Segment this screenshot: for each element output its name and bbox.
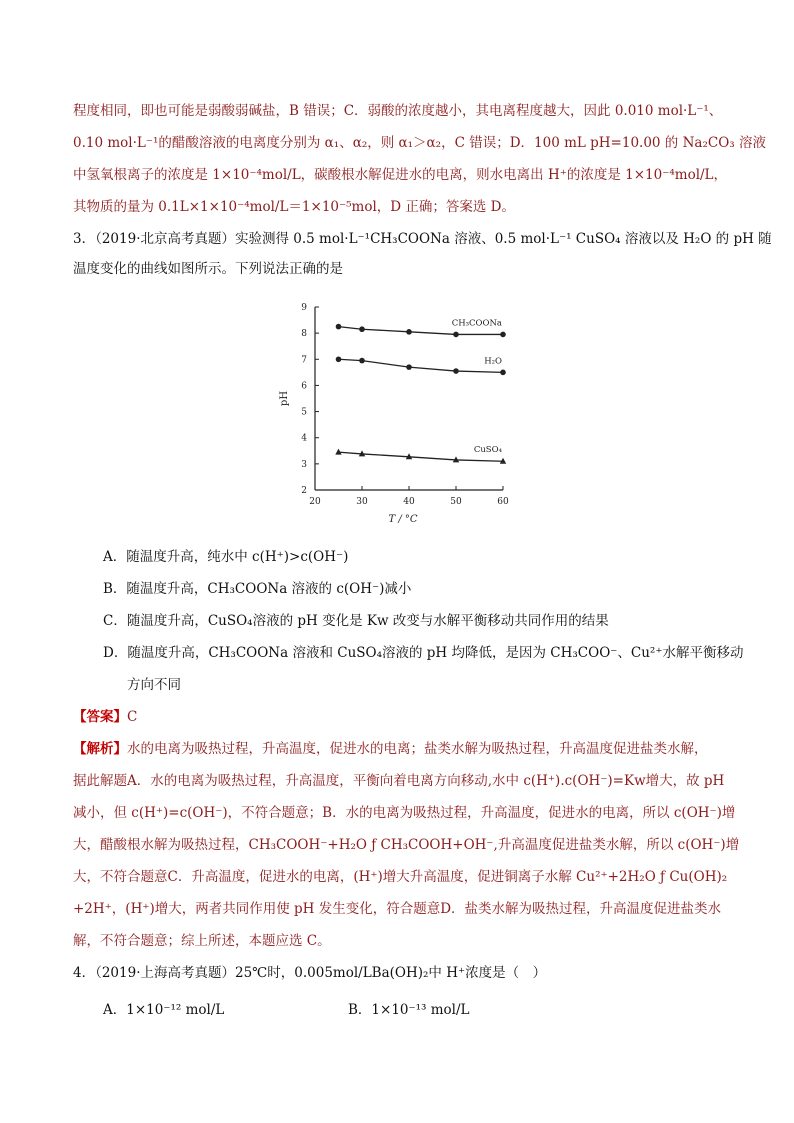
data-point (406, 364, 412, 370)
data-point (500, 370, 506, 376)
q3-option-d-line-1: D．随温度升高，CH₃COONa 溶液和 CuSO₄溶液的 pH 均降低，是因为 CH₃COO⁻、Cu²⁺水解平衡移动 (103, 645, 744, 661)
x-tick-label: 50 (450, 497, 462, 507)
data-point (336, 324, 342, 330)
q3-option-b: B．随温度升高，CH₃COONa 溶液的 c(OH⁻)减小 (103, 581, 412, 597)
q3-analysis-line-3: 减小，但 c(H⁺)=c(OH⁻)，不符合题意；B．水的电离为吸热过程，升高温度，促进水的电离，所以 c(OH⁻)增 (73, 805, 736, 821)
q3-analysis-line-7: 解，不符合题意；综上所述，本题应选 C。 (73, 933, 331, 949)
q3-stem-line-1: 3．（2019·北京高考真题）实验测得 0.5 mol·L⁻¹CH₃COONa 溶液、0.5 mol·L⁻¹ CuSO₄ 溶液以及 H₂O 的 pH 随 (73, 231, 772, 247)
x-tick-label: 60 (497, 497, 509, 507)
data-point (336, 356, 342, 362)
chart-labels (279, 318, 503, 525)
data-point (453, 368, 459, 374)
data-point (453, 332, 459, 338)
y-axis-label: pH (279, 390, 290, 407)
prev-analysis-line-3: 中氢氧根离子的浓度是 1×10⁻⁴mol/L，碳酸根水解促进水的电离，则水电离出 H⁺的浓度是 1×10⁻⁴mol/L， (73, 167, 728, 183)
x-tick-label: 30 (356, 497, 368, 507)
q3-answer (73, 707, 137, 727)
chart-ticks (301, 303, 509, 507)
series-label: H₂O (484, 356, 502, 367)
data-point (359, 326, 365, 332)
analysis-text-1: 水的电离为吸热过程，升高温度，促进水的电离；盐类水解为吸热过程，升高温度促进盐类水解， (127, 741, 708, 757)
data-point (500, 332, 506, 338)
y-tick-label: 6 (301, 381, 307, 392)
q3-analysis-line-5: 大，不符合题意C．升高温度，促进水的电离，(H⁺)增大升高温度，促进铜离子水解 Cu²⁺+2H₂O ƒ Cu(OH)₂ (73, 869, 728, 885)
q4-option-b: B．1×10⁻¹³ mol/L (348, 1002, 470, 1018)
y-tick-label: 5 (301, 407, 307, 418)
ph-temperature-chart (275, 293, 530, 533)
q3-option-d-line-2: 方向不同 (127, 677, 181, 693)
data-point (406, 329, 412, 335)
analysis-tag: 【解析】 (73, 741, 127, 757)
q3-analysis-line-6: +2H⁺，(H⁺)增大，两者共同作用使 pH 发生变化，符合题意D．盐类水解为吸热过程，升高温度促进盐类水 (73, 901, 722, 917)
x-axis-label: T / °C (388, 514, 418, 525)
prev-analysis-line-2: 0.10 mol·L⁻¹的醋酸溶液的电离度分别为 α₁、α₂，则 α₁＞α₂，C 错误；D．100 mL pH=10.00 的 Na₂CO₃ 溶液 (73, 135, 766, 151)
q3-stem-line-2: 温度变化的曲线如图所示。下列说法正确的是 (73, 261, 343, 277)
series-label: CuSO₄ (473, 445, 502, 456)
data-point (335, 449, 341, 455)
q4-stem: 4．（2019·上海高考真题）25℃时，0.005mol/LBa(OH)₂中 H⁺浓度是（ ） (73, 965, 547, 981)
y-tick-label: 2 (301, 486, 307, 496)
q4-option-a: A．1×10⁻¹² mol/L (103, 1002, 225, 1018)
answer-tag: 【答案】 (73, 709, 127, 725)
q3-analysis-line-1 (73, 739, 708, 759)
prev-analysis-line-1: 程度相同，即也可能是弱酸弱碱盐，B 错误；C．弱酸的浓度越小，其电离程度越大，因此 0.010 mol·L⁻¹、 (73, 103, 723, 119)
q3-option-a: A．随温度升高，纯水中 c(H⁺)>c(OH⁻) (103, 549, 349, 565)
prev-analysis-line-4: 其物质的量为 0.1L×1×10⁻⁴mol/L＝1×10⁻⁵mol，D 正确；答案选 D。 (73, 199, 516, 215)
x-tick-label: 20 (309, 497, 321, 507)
y-tick-label: 8 (301, 329, 307, 340)
y-tick-label: 9 (301, 303, 307, 313)
x-tick-label: 40 (403, 497, 415, 507)
chart-series (335, 324, 506, 464)
answer-value: C (127, 709, 138, 725)
q3-analysis-line-2: 据此解题A．水的电离为吸热过程，升高温度，平衡向着电离方向移动,水中 c(H⁺).c(OH⁻)=Kw增大，故 pH (73, 773, 725, 789)
series-label: CH₃COONa (451, 318, 502, 329)
q3-option-c: C．随温度升高，CuSO₄溶液的 pH 变化是 Kw 改变与水解平衡移动共同作用的结果 (103, 613, 609, 629)
y-tick-label: 4 (301, 433, 307, 444)
y-tick-label: 3 (301, 459, 307, 470)
data-point (359, 358, 365, 364)
q3-analysis-line-4: 大，醋酸根水解为吸热过程，CH₃COOH⁻+H₂O ƒ CH₃COOH+OH⁻,升高温度促进盐类水解，所以 c(OH⁻)增 (73, 837, 740, 853)
y-tick-label: 7 (301, 355, 307, 366)
